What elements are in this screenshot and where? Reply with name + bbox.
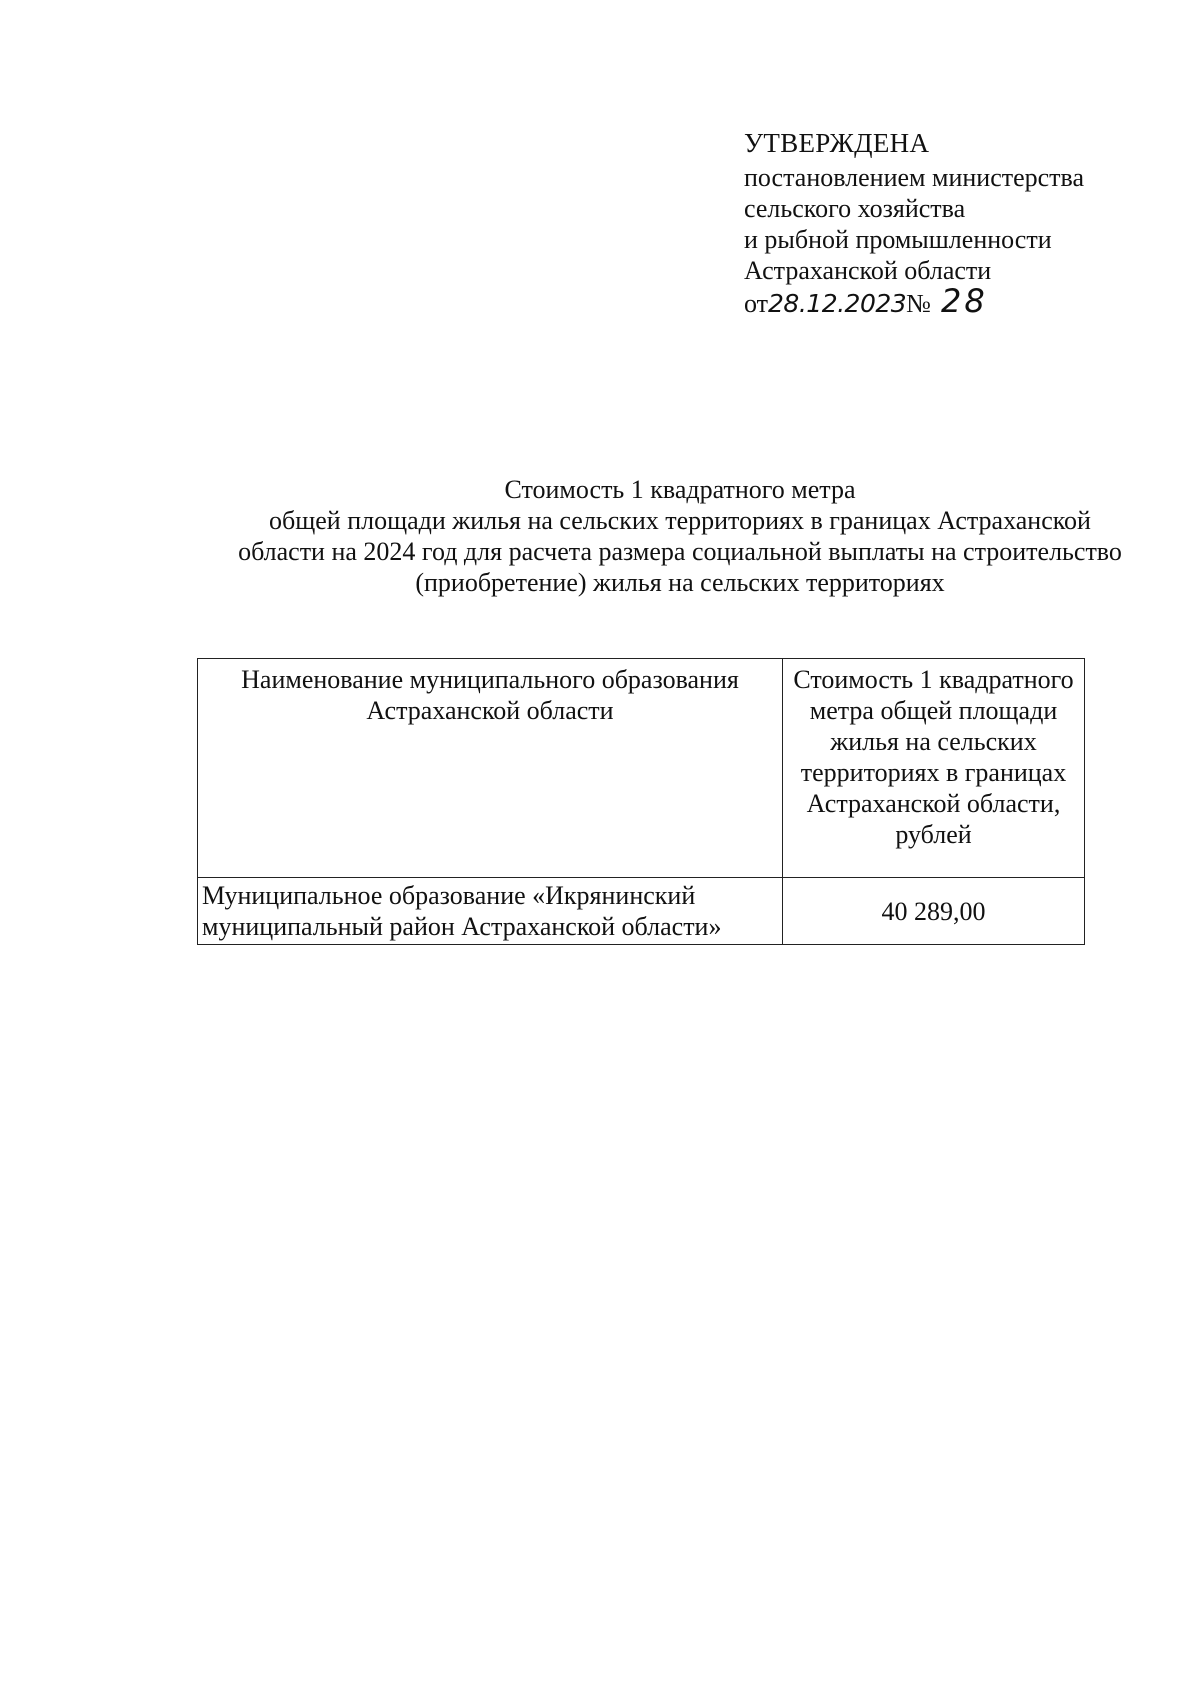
title-line: (приобретение) жилья на сельских территориях (415, 568, 945, 597)
cost-value: 40 289,00 (783, 878, 1085, 945)
header-municipality: Наименование муниципального образования Астраханской области (198, 659, 783, 878)
approval-date-number (744, 282, 1084, 320)
cost-table (197, 658, 1085, 945)
header-cost: Стоимость 1 квадратного метра общей площади жилья на сельских территориях в границах Астраханской области, рублей (783, 659, 1085, 878)
approval-line: и рыбной промышленности (744, 225, 1052, 254)
municipality-name: Муниципальное образование «Икрянинский муниципальный район Астраханской области» (198, 878, 783, 945)
approval-title: УТВЕРЖДЕНА (744, 128, 930, 158)
approval-line: постановлением министерства (744, 163, 1085, 192)
approval-line: сельского хозяйства (744, 194, 966, 223)
approval-stamp (744, 128, 1084, 319)
approval-line: Астраханской области (744, 256, 992, 285)
date-prefix: от (744, 289, 769, 318)
title-line: общей площади жилья на сельских территориях в границах Астраханской (269, 506, 1091, 535)
handwritten-date: 28.12.2023 (768, 289, 907, 318)
table-header-row (198, 659, 1085, 878)
table-row (198, 878, 1085, 945)
handwritten-number: 28 (940, 282, 988, 320)
title-line: Стоимость 1 квадратного метра (504, 475, 856, 504)
title-line: области на 2024 год для расчета размера социальной выплаты на строительство (238, 537, 1122, 566)
number-sign: № (906, 289, 931, 318)
document-title (200, 474, 1160, 598)
